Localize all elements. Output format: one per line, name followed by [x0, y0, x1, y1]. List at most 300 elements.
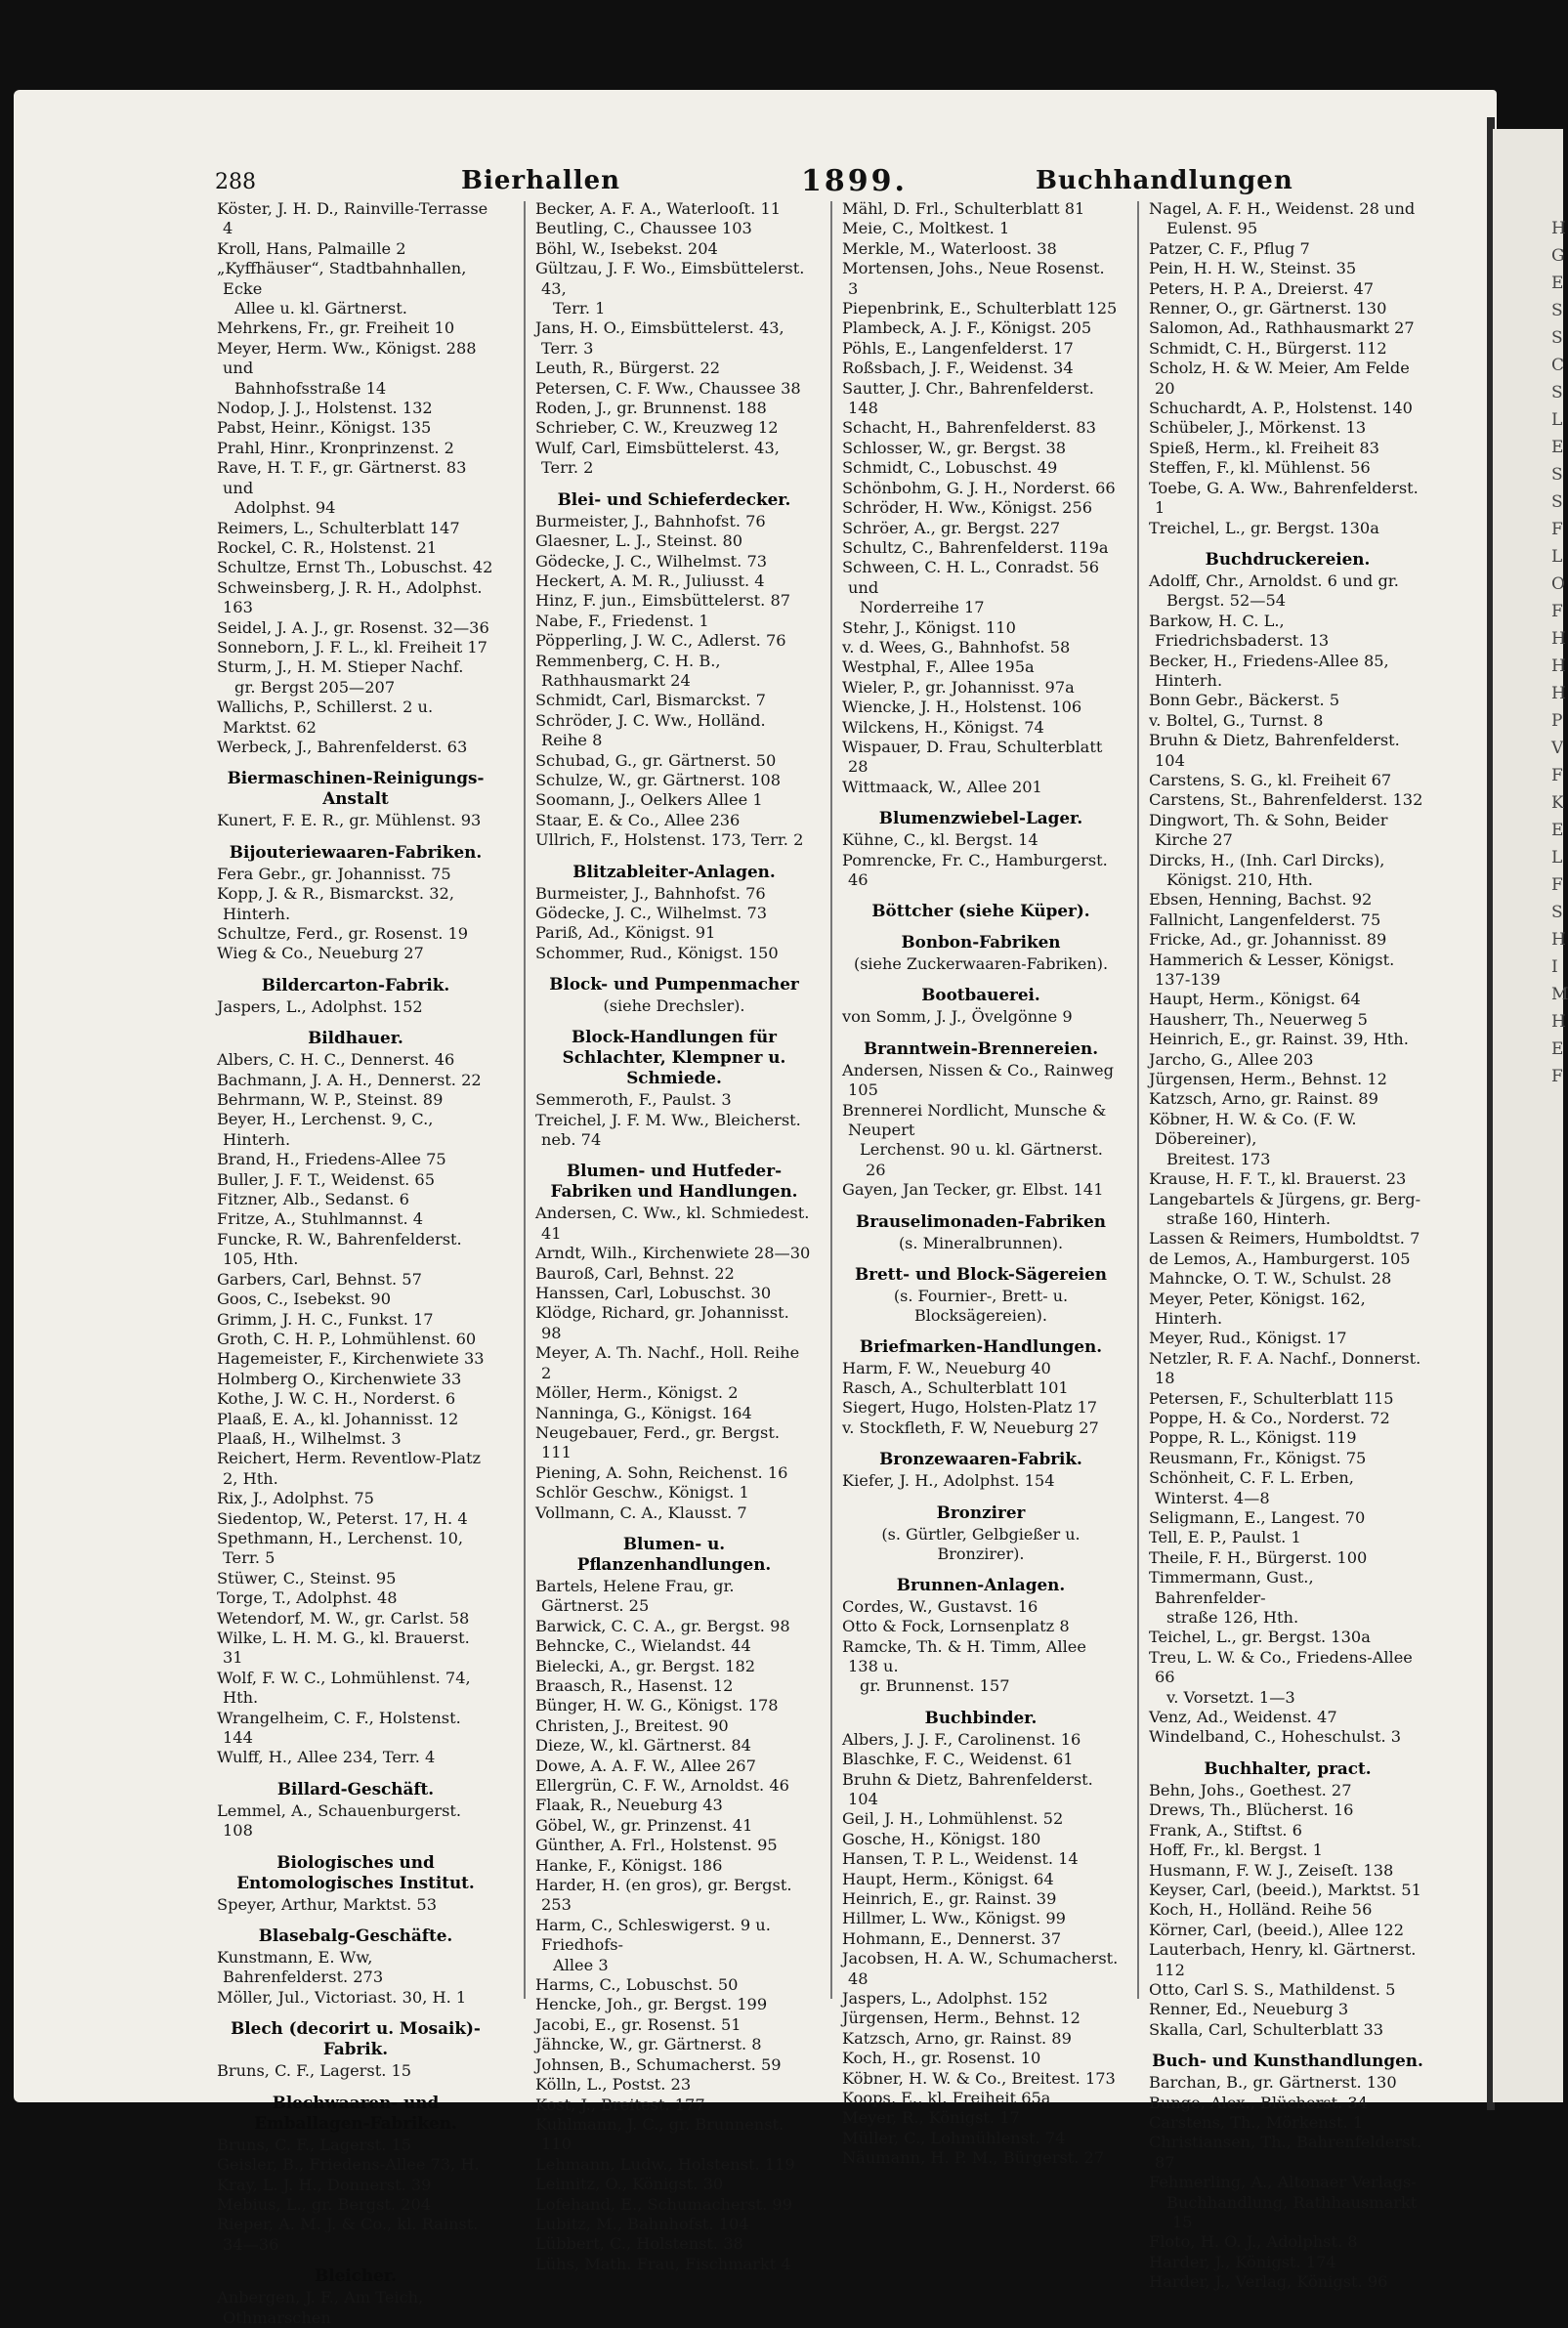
directory-entry: Barchan, B., gr. Gärtnerst. 130 — [1149, 2073, 1397, 2093]
column-rule — [1137, 201, 1139, 1999]
header-left-title: Bierhallen — [461, 166, 621, 195]
directory-entry: Lühs, Math. Frau, Fischmarkt 4 — [535, 2254, 791, 2273]
directory-entry: Jacobi, E., gr. Rosenst. 51 — [535, 2014, 742, 2034]
directory-entry: Koch, H., gr. Rosenst. 10 — [842, 2049, 1041, 2068]
directory-entry: Treichel, J. F. M. Ww., Bleicherst. neb. 74 — [535, 1110, 801, 1150]
directory-entry: Holmberg O., Kirchenwiete 33 — [217, 1369, 462, 1388]
edge-fragment: F — [1551, 1067, 1563, 1086]
directory-entry: Remmenberg, C. H. B., Rathhausmarkt 24 — [535, 651, 721, 690]
directory-entry: Hanke, F., Königst. 186 — [535, 1855, 723, 1875]
directory-entry: Kölln, L., Postst. 23 — [535, 2075, 692, 2095]
directory-entry: Siedentop, W., Peterst. 17, H. 4 — [217, 1508, 468, 1528]
directory-entry: Schönheit, C. F. L. Erben, Winterst. 4—8 — [1149, 1468, 1354, 1507]
directory-entry: Ellergrün, C. F. W., Arnoldst. 46 — [535, 1776, 789, 1795]
directory-entry: Glaesner, L. J., Steinst. 80 — [535, 531, 743, 551]
directory-entry: Scholz, H. & W. Meier, Am Felde 20 — [1149, 359, 1410, 398]
directory-entry: Adolphst. 94 — [234, 498, 336, 518]
edge-fragment: E — [1551, 821, 1564, 840]
directory-entry: Harder, J., Königst. 174 — [1149, 2252, 1336, 2271]
section-heading: Böttcher (siehe Küper). — [871, 901, 1090, 921]
edge-fragment: S — [1551, 465, 1563, 485]
header-year: 1899. — [801, 164, 908, 198]
section-heading: Biermaschinen-Reinigungs-Anstalt — [227, 768, 485, 809]
directory-entry: Jacobsen, H. A. W., Schumacherst. 48 — [842, 1949, 1119, 1988]
section-heading: Brauselimonaden-Fabriken — [856, 1210, 1106, 1231]
directory-entry: Adolff, Chr., Arnoldst. 6 und gr. — [1149, 571, 1399, 590]
directory-entry: Behncke, C., Wielandst. 44 — [535, 1636, 751, 1656]
directory-entry: Koops, E., kl. Freiheit 65a — [842, 2089, 1051, 2108]
edge-fragment: F — [1551, 766, 1563, 785]
directory-entry: Möller, Jul., Victoriast. 30, H. 1 — [217, 1987, 467, 2007]
directory-entry: Koch, H., Holländ. Reihe 56 — [1149, 1900, 1373, 1920]
directory-entry: Bruns, C. F., Lagerst. 15 — [217, 2061, 412, 2081]
directory-entry: Neugebauer, Ferd., gr. Bergst. 111 — [535, 1422, 780, 1462]
section-heading: Bronzewaaren-Fabrik. — [879, 1449, 1082, 1469]
edge-fragment: F — [1551, 520, 1563, 539]
directory-entry: Rave, H. T. F., gr. Gärtnerst. 83 und — [217, 458, 467, 497]
directory-entry: Arndt, Wilh., Kirchenwiete 28—30 — [535, 1244, 811, 1263]
section-heading: Bronzirer — [936, 1502, 1026, 1522]
directory-entry: Leimitz, O., Königst. 30 — [535, 2175, 724, 2194]
directory-entry: Beutling, C., Chaussee 103 — [535, 219, 752, 238]
directory-entry: Rieper, A. M. J. & Co., kl. Rainst. 34—36 — [217, 2215, 479, 2254]
section-heading: Blumenzwiebel-Lager. — [878, 808, 1083, 828]
directory-entry: Breitest. 173 — [1166, 1149, 1271, 1168]
directory-entry: Geil, J. H., Lohmühlenst. 52 — [842, 1809, 1064, 1829]
directory-entry: Harm, C., Schleswigerst. 9 u. Friedhofs- — [535, 1915, 771, 1955]
section-heading: Buchdruckereien. — [1205, 548, 1371, 569]
directory-entry: Beyer, H., Lerchenst. 9, C., Hinterh. — [217, 1110, 434, 1149]
edge-fragment: K — [1551, 793, 1564, 813]
directory-entry: Lübbert, C., Holstenst. 38 — [535, 2234, 743, 2254]
section-heading: Branntwein-Brennereien. — [863, 1037, 1099, 1058]
directory-entry: Heinrich, E., gr. Rainst. 39, Hth. — [1149, 1030, 1409, 1049]
section-heading: Bonbon-Fabriken — [901, 932, 1061, 952]
directory-entry: Merkle, M., Waterloost. 38 — [842, 238, 1057, 258]
directory-entry: Ullrich, F., Holstenst. 173, Terr. 2 — [535, 830, 804, 850]
directory-entry: Blaschke, F. C., Weidenst. 61 — [842, 1750, 1074, 1769]
directory-entry: Dircks, H., (Inh. Carl Dircks), — [1149, 850, 1385, 869]
directory-entry: Bergst. 52—54 — [1166, 591, 1287, 611]
directory-entry: Renner, Ed., Neueburg 3 — [1149, 2000, 1349, 2019]
directory-entry: Bruhn & Dietz, Bahrenfelderst. 104 — [1149, 731, 1400, 770]
directory-entry: Barkow, H. C. L., Friedrichsbaderst. 13 — [1149, 611, 1330, 651]
directory-entry: v. Stockfleth, F. W, Neueburg 27 — [842, 1418, 1099, 1437]
edge-fragment: H — [1551, 219, 1566, 238]
directory-entry: Husmann, F. W. J., Zeiseſt. 138 — [1149, 1860, 1394, 1880]
adjacent-page-fragments — [1551, 215, 1568, 1090]
directory-entry: Dowe, A. A. F. W., Allee 267 — [535, 1756, 756, 1775]
directory-entry: Schacht, H., Bahrenfelderst. 83 — [842, 418, 1096, 438]
directory-entry: Bauroß, Carl, Behnst. 22 — [535, 1263, 735, 1283]
directory-entry: Flaak, R., Neueburg 43 — [535, 1796, 723, 1815]
directory-entry: Schübeler, J., Mörkenst. 13 — [1149, 418, 1367, 438]
section-heading: Biologisches und Entomologisches Institut. — [236, 1851, 475, 1892]
directory-entry: Schröder, J. C. Ww., Holländ. Reihe 8 — [535, 710, 766, 750]
directory-entry: Roden, J., gr. Brunnenst. 188 — [535, 399, 767, 418]
directory-entry: Langebartels & Jürgens, gr. Berg- — [1149, 1189, 1421, 1208]
directory-entry: Schlosser, W., gr. Bergst. 38 — [842, 438, 1067, 457]
directory-entry: Bonn Gebr., Bäckerst. 5 — [1149, 691, 1340, 710]
directory-entry: Göbel, W., gr. Prinzenst. 41 — [535, 1815, 753, 1835]
directory-entry: Wulf, Carl, Eimsbüttelerst. 43, Terr. 2 — [535, 438, 780, 478]
directory-entry: Bartels, Helene Frau, gr. Gärtnerst. 25 — [535, 1576, 735, 1616]
directory-entry: Schommer, Rud., Königst. 150 — [535, 943, 779, 962]
edge-fragment: E — [1551, 274, 1564, 293]
directory-entry: Renner, O., gr. Gärtnerst. 130 — [1149, 299, 1387, 318]
directory-entry: Kothe, J. W. C. H., Norderst. 6 — [217, 1389, 456, 1409]
directory-entry: Keyser, Carl, (beeid.), Marktst. 51 — [1149, 1880, 1421, 1899]
directory-entry: Anbergen, J. F., Am Teich, Othmarschen — [217, 2288, 424, 2327]
directory-entry: Hanssen, Carl, Lobuschst. 30 — [535, 1284, 772, 1303]
section-heading: Buchbinder. — [924, 1707, 1038, 1727]
directory-entry: Jürgensen, Herm., Behnst. 12 — [842, 2009, 1081, 2028]
directory-entry: Schröer, A., gr. Bergst. 227 — [842, 518, 1061, 537]
edge-fragment: C — [1551, 356, 1565, 375]
section-heading: Blasebalg-Geschäfte. — [258, 1926, 453, 1946]
directory-entry: Mehrkens, Fr., gr. Freiheit 10 — [217, 318, 455, 338]
directory-entry: Hencke, Joh., gr. Bergst. 199 — [535, 1995, 768, 2014]
directory-entry: Bruhn & Dietz, Bahrenfelderst. 104 — [842, 1769, 1093, 1808]
cross-reference: (s. Mineralbrunnen). — [898, 1233, 1064, 1252]
directory-entry: Lemmel, A., Schauenburgerst. 108 — [217, 1800, 462, 1841]
directory-entry: Krause, H. F. T., kl. Brauerst. 23 — [1149, 1169, 1407, 1189]
directory-entry: Burmeister, J., Bahnhofst. 76 — [535, 883, 766, 903]
section-heading: Brunnen-Anlagen. — [896, 1574, 1066, 1594]
directory-entry: Nagel, A. F. H., Weidenst. 28 und — [1149, 199, 1416, 218]
directory-entry: Wilke, L. H. M. G., kl. Brauerst. 31 — [217, 1629, 470, 1668]
directory-entry: Wittmaack, W., Allee 201 — [842, 777, 1042, 796]
directory-entry: Poppe, H. & Co., Norderst. 72 — [1149, 1408, 1390, 1427]
directory-entry: Becker, H., Friedens-Allee 85, Hinterh. — [1149, 651, 1389, 690]
directory-entry: Gayen, Jan Tecker, gr. Elbst. 141 — [842, 1180, 1104, 1200]
directory-entry: Sturm, J., H. M. Stieper Nachf. — [217, 657, 464, 677]
directory-entry: Venz, Ad., Weidenst. 47 — [1149, 1708, 1337, 1727]
directory-entry: Sonneborn, J. F. L., kl. Freiheit 17 — [217, 637, 487, 656]
directory-entry: Buchhandlung, Rathhausmarkt 15 — [1166, 2192, 1418, 2231]
directory-entry: Meyer, Herm. Ww., Königst. 288 und — [217, 338, 477, 378]
edge-fragment: L — [1551, 410, 1563, 430]
directory-entry: Albers, J. J. F., Carolinenst. 16 — [842, 1729, 1081, 1749]
directory-entry: Cordes, W., Gustavst. 16 — [842, 1596, 1038, 1616]
directory-entry: Schultze, Ferd., gr. Rosenst. 19 — [217, 924, 469, 943]
directory-entry: Kopp, J. & R., Bismarckst. 32, Hinterh. — [217, 884, 454, 923]
directory-entry: Gosche, H., Königst. 180 — [842, 1829, 1041, 1848]
directory-entry: Katzsch, Arno, gr. Rainst. 89 — [842, 2028, 1072, 2048]
directory-entry: Hillmer, L. Ww., Königst. 99 — [842, 1909, 1066, 1928]
directory-entry: Mortensen, Johs., Neue Rosenst. 3 — [842, 259, 1105, 298]
directory-entry: Rasch, A., Schulterblatt 101 — [842, 1378, 1069, 1398]
directory-entry: Bünger, H. W. G., Königst. 178 — [535, 1696, 779, 1715]
directory-entry: Eulenst. 95 — [1166, 219, 1258, 238]
directory-entry: Bahnhofsstraße 14 — [234, 378, 387, 398]
directory-entry: Piening, A. Sohn, Reichenst. 16 — [535, 1462, 788, 1482]
edge-fragment: G — [1551, 246, 1565, 266]
directory-entry: Wulff, H., Allee 234, Terr. 4 — [217, 1748, 436, 1767]
directory-entry: Roßsbach, J. F., Weidenst. 34 — [842, 359, 1074, 378]
column-1 — [217, 199, 494, 2328]
directory-entry: Lubitz, M., Bahnhofst. 104 — [535, 2214, 749, 2233]
directory-entry: Peters, H. P. A., Dreierst. 47 — [1149, 278, 1375, 298]
directory-entry: Rockel, C. R., Holstenst. 21 — [217, 537, 438, 557]
directory-entry: Carstens, St., Bahrenfelderst. 132 — [1149, 790, 1423, 810]
directory-entry: Lofehand, E., Schumacherst. 99 — [535, 2194, 792, 2214]
directory-entry: Harder, H. (en gros), gr. Bergst. 253 — [535, 1876, 792, 1915]
section-heading: Blech (decorirt u. Mosaik)-Fabrik. — [231, 2018, 481, 2059]
edge-fragment: S — [1551, 492, 1563, 512]
directory-entry: Katzsch, Arno, gr. Rainst. 89 — [1149, 1089, 1378, 1109]
directory-entry: Treu, L. W. & Co., Friedens-Allee 66 — [1149, 1647, 1413, 1687]
directory-entry: von Somm, J. J., Övelgönne 9 — [842, 1007, 1073, 1027]
directory-entry: Petersen, F., Schulterblatt 115 — [1149, 1388, 1394, 1408]
directory-entry: Jähncke, W., gr. Gärtnerst. 8 — [535, 2035, 762, 2054]
directory-entry: Pariß, Ad., Königst. 91 — [535, 923, 716, 943]
directory-entry: Prahl, Hinr., Kronprinzenst. 2 — [217, 438, 454, 457]
section-heading: Blumen- und Hutfeder-Fabriken und Handlungen. — [550, 1161, 798, 1202]
edge-fragment: P — [1551, 711, 1563, 731]
directory-entry: Albers, C. H. C., Dennerst. 46 — [217, 1050, 455, 1070]
directory-entry: Dieze, W., kl. Gärtnerst. 84 — [535, 1736, 751, 1756]
directory-entry: Spieß, Herm., kl. Freiheit 83 — [1149, 438, 1379, 457]
directory-entry: Hagemeister, F., Kirchenwiete 33 — [217, 1349, 485, 1369]
directory-entry: Haupt, Herm., Königst. 64 — [1149, 990, 1361, 1009]
directory-entry: Schultze, Ernst Th., Lobuschst. 42 — [217, 558, 493, 577]
edge-fragment: M — [1551, 985, 1568, 1004]
directory-entry: Meie, C., Moltkest. 1 — [842, 219, 1010, 238]
directory-entry: Carstens, S. G., kl. Freiheit 67 — [1149, 770, 1392, 789]
directory-entry: Mähl, D. Frl., Schulterblatt 81 — [842, 199, 1085, 218]
directory-entry: Wrangelheim, C. F., Holstenst. 144 — [217, 1708, 461, 1748]
directory-entry: Vollmann, C. A., Klausst. 7 — [535, 1503, 747, 1522]
directory-entry: Reichert, Herm. Reventlow-Platz 2, Hth. — [217, 1449, 482, 1488]
section-heading: Buchhalter, pract. — [1204, 1757, 1372, 1778]
directory-entry: Fehmerling, A., Altonaer Verlags- — [1149, 2173, 1417, 2192]
directory-entry: Allee u. kl. Gärtnerst. — [234, 299, 407, 318]
directory-entry: Patzer, C. F., Pflug 7 — [1149, 238, 1310, 258]
directory-entry: Plambeck, A. J. F., Königst. 205 — [842, 318, 1092, 338]
directory-entry: Bruns, C. F., Lagerst. 15 — [217, 2135, 412, 2154]
directory-entry: Meyer, Peter, Königst. 162, Hinterh. — [1149, 1289, 1366, 1328]
directory-entry: Wilckens, H., Königst. 74 — [842, 717, 1044, 737]
directory-entry: Mebius, L., gr. Bergst. 204 — [217, 2194, 432, 2214]
directory-entry: Goos, C., Isebekst. 90 — [217, 1290, 391, 1309]
directory-entry: Kiefer, J. H., Adolphst. 154 — [842, 1471, 1055, 1491]
directory-entry: Westphal, F., Allee 195a — [842, 657, 1035, 677]
section-heading: Bijouteriewaaren-Fabriken. — [229, 841, 483, 862]
directory-entry: Kroll, Hans, Palmaille 2 — [217, 238, 406, 258]
directory-entry: Sautter, J. Chr., Bahrenfelderst. 148 — [842, 378, 1094, 418]
directory-entry: Stehr, J., Königst. 110 — [842, 617, 1016, 637]
directory-entry: Seligmann, E., Langest. 70 — [1149, 1508, 1366, 1527]
edge-fragment: S — [1551, 301, 1563, 320]
section-heading: Block-Handlungen für Schlachter, Klempner u. Schmiede. — [562, 1027, 786, 1088]
directory-entry: Köbner, H. W. & Co., Breitest. 173 — [842, 2068, 1116, 2088]
directory-entry: Nabe, F., Friedenst. 1 — [535, 611, 709, 630]
directory-entry: Kray, L. J. H., Donnerst. 39 — [217, 2175, 432, 2194]
directory-entry: Jürgensen, Herm., Behnst. 12 — [1149, 1070, 1387, 1089]
header-right-title: Buchhandlungen — [1036, 166, 1293, 195]
section-heading: Block- und Pumpenmacher — [549, 974, 799, 995]
edge-fragment: F — [1551, 602, 1563, 621]
edge-fragment: H — [1551, 684, 1566, 703]
edge-fragment: L — [1551, 547, 1563, 567]
directory-entry: Ramcke, Th. & H. Timm, Allee 138 u. — [842, 1636, 1086, 1675]
directory-entry: Klödge, Richard, gr. Johannisst. 98 — [535, 1303, 789, 1342]
directory-entry: Staar, E. & Co., Allee 236 — [535, 810, 741, 829]
directory-entry: Lehmann, Ludw., Holstenst. 119 — [535, 2154, 795, 2174]
directory-entry: Terr. 1 — [553, 299, 606, 318]
directory-entry: Poppe, R. L., Königst. 119 — [1149, 1428, 1357, 1448]
directory-entry: Schween, C. H. L., Conradst. 56 und — [842, 558, 1100, 597]
directory-entry: Behn, Johs., Goethest. 27 — [1149, 1780, 1352, 1799]
directory-entry: Näumann, H. P. M., Bürgerst. 27 — [842, 2148, 1105, 2168]
directory-entry: Spethmann, H., Lerchenst. 10, Terr. 5 — [217, 1528, 464, 1568]
directory-entry: Jans, H. O., Eimsbüttelerst. 43, Terr. 3 — [535, 318, 784, 358]
directory-entry: Garbers, Carl, Behnst. 57 — [217, 1269, 422, 1289]
directory-entry: Schmidt, Carl, Bismarckst. 7 — [535, 691, 766, 710]
directory-entry: Gödecke, J. C., Wilhelmst. 73 — [535, 904, 768, 922]
directory-entry: Pöpperling, J. W. C., Adlerst. 76 — [535, 631, 786, 651]
directory-entry: Meyer, A. Th. Nachf., Holl. Reihe 2 — [535, 1343, 800, 1382]
directory-entry: Wieler, P., gr. Johannisst. 97a — [842, 677, 1075, 697]
section-heading: Bleicher. — [315, 2265, 397, 2286]
edge-fragment: I — [1551, 957, 1558, 977]
edge-fragment: S — [1551, 328, 1563, 348]
directory-entry: v. Boltel, G., Turnst. 8 — [1149, 710, 1324, 730]
edge-fragment: S — [1551, 383, 1563, 402]
directory-entry: Pein, H. H. W., Steinst. 35 — [1149, 259, 1357, 278]
directory-entry: Hoff, Fr., kl. Bergst. 1 — [1149, 1841, 1323, 1860]
directory-entry: Salomon, Ad., Rathhausmarkt 27 — [1149, 318, 1415, 338]
directory-entry: Hansen, T. P. L., Weidenst. 14 — [842, 1849, 1079, 1869]
directory-entry: Wallichs, P., Schillerst. 2 u. Marktst. 62 — [217, 698, 434, 737]
directory-entry: Schmidt, C. H., Bürgerst. 112 — [1149, 338, 1387, 358]
directory-entry: Lerchenst. 90 u. kl. Gärtnerst. 26 — [860, 1140, 1103, 1179]
directory-entry: Bachmann, J. A. H., Dennerst. 22 — [217, 1070, 482, 1089]
directory-entry: Hausherr, Th., Neuerweg 5 — [1149, 1009, 1368, 1029]
column-2 — [535, 199, 813, 2274]
directory-entry: Becker, A. F. A., Waterlooſt. 11 — [535, 199, 782, 218]
directory-entry: Behrmann, W. P., Steinst. 89 — [217, 1090, 444, 1110]
section-heading: Bildercarton-Fabrik. — [261, 974, 450, 995]
directory-entry: Fallnicht, Langenfelderst. 75 — [1149, 910, 1381, 929]
column-rule — [830, 201, 832, 1999]
directory-entry: v. d. Wees, G., Bahnhofst. 58 — [842, 637, 1071, 656]
directory-entry: Mahncke, O. T. W., Schulst. 28 — [1149, 1269, 1392, 1289]
directory-entry: Reusmann, Fr., Königst. 75 — [1149, 1448, 1367, 1467]
directory-entry: Johnsen, B., Schumacherst. 59 — [535, 2054, 782, 2074]
edge-fragment: L — [1551, 848, 1563, 868]
directory-entry: Tell, E. P., Paulst. 1 — [1149, 1528, 1301, 1547]
directory-entry: Wetendorf, M. W., gr. Carlst. 58 — [217, 1608, 470, 1628]
directory-entry: Pomrencke, Fr. C., Hamburgerst. 46 — [842, 850, 1108, 889]
directory-entry: Bunge, Alex., Blücherst. 34 — [1149, 2093, 1369, 2112]
directory-entry: Soomann, J., Oelkers Allee 1 — [535, 790, 763, 810]
directory-entry: Köbner, H. W. & Co. (F. W. Döbereiner), — [1149, 1109, 1357, 1149]
directory-entry: Nanninga, G., Königst. 164 — [535, 1403, 752, 1422]
directory-entry: Piepenbrink, E., Schulterblatt 125 — [842, 299, 1118, 318]
directory-entry: Theile, F. H., Bürgerst. 100 — [1149, 1547, 1368, 1567]
cross-reference: (s. Gürtler, Gelbgießer u. Bronzirer). — [881, 1524, 1081, 1563]
directory-entry: Wieg & Co., Neueburg 27 — [217, 944, 424, 963]
directory-entry: Meyer, R., Königst. 17 — [842, 2108, 1020, 2128]
directory-entry: Christiansen, Th., Bahrenfelderst. 87 — [1149, 2133, 1422, 2172]
cross-reference: (siehe Zuckerwaaren-Fabriken). — [853, 954, 1109, 974]
directory-entry: Böhl, W., Isebekst. 204 — [535, 238, 718, 258]
directory-entry: Körner, Carl, (beeid.), Allee 122 — [1149, 1920, 1405, 1939]
directory-entry: Barwick, C. C. A., gr. Bergst. 98 — [535, 1616, 790, 1635]
section-heading: Bildhauer. — [308, 1028, 403, 1048]
directory-entry: Teichel, L., gr. Bergst. 130a — [1149, 1628, 1371, 1647]
directory-entry: Möller, Herm., Königst. 2 — [535, 1383, 739, 1403]
directory-entry: Petersen, C. F. Ww., Chaussee 38 — [535, 378, 801, 398]
directory-entry: Skalla, Carl, Schulterblatt 33 — [1149, 2019, 1384, 2039]
directory-entry: Buller, J. F. T., Weidenst. 65 — [217, 1169, 436, 1189]
directory-entry: Siegert, Hugo, Holsten-Platz 17 — [842, 1398, 1098, 1418]
directory-entry: Lassen & Reimers, Humboldtst. 7 — [1149, 1229, 1420, 1249]
edge-fragment: H — [1551, 930, 1566, 950]
directory-entry: Brand, H., Friedens-Allee 75 — [217, 1150, 446, 1169]
edge-fragment: O — [1551, 574, 1565, 594]
directory-entry: Funcke, R. W., Bahrenfelderst. 105, Hth. — [217, 1229, 462, 1269]
directory-entry: Floto, H. O. J., Adolphst. 8 — [1149, 2232, 1358, 2252]
edge-fragment: H — [1551, 629, 1566, 649]
directory-entry: gr. Bergst 205—207 — [234, 677, 396, 697]
directory-entry: Schulze, W., gr. Gärtnerst. 108 — [535, 770, 782, 789]
directory-entry: Fitzner, Alb., Sedanst. 6 — [217, 1190, 409, 1209]
directory-entry: gr. Brunnenst. 157 — [860, 1676, 1010, 1696]
directory-entry: Hammerich & Lesser, Königst. 137-139 — [1149, 950, 1395, 990]
directory-entry: Toebe, G. A. Ww., Bahrenfelderst. 1 — [1149, 478, 1419, 518]
directory-entry: Schubad, G., gr. Gärtnerst. 50 — [535, 750, 777, 770]
section-heading: Blei- und Schieferdecker. — [557, 488, 791, 509]
directory-entry: Harm, F. W., Neueburg 40 — [842, 1358, 1051, 1377]
directory-entry: Harms, C., Lobuschst. 50 — [535, 1975, 739, 1995]
directory-entry: Geisler, B., Friedens-Allee 73, H. — [217, 2155, 480, 2175]
section-heading: Briefmarken-Handlungen. — [859, 1335, 1103, 1356]
edge-fragment: E — [1551, 1039, 1564, 1059]
section-heading: Blumen- u. Pflanzenhandlungen. — [576, 1533, 772, 1574]
directory-entry: Heinrich, E., gr. Rainst. 39 — [842, 1888, 1057, 1908]
directory-entry: Schuchardt, A. P., Holstenst. 140 — [1149, 399, 1413, 418]
directory-entry: Brennerei Nordlicht, Munsche & Neupert — [842, 1100, 1107, 1140]
directory-entry: Hohmann, E., Dennerst. 37 — [842, 1928, 1062, 1948]
directory-entry: Semmeroth, F., Paulst. 3 — [535, 1090, 732, 1110]
directory-entry: Hinz, F. jun., Eimsbüttelerst. 87 — [535, 591, 791, 611]
section-heading: Billard-Geschäft. — [276, 1778, 435, 1799]
directory-entry: Burmeister, J., Bahnhofst. 76 — [535, 511, 766, 530]
directory-entry: Timmermann, Gust., Bahrenfelder- — [1149, 1568, 1314, 1607]
directory-entry: Meyer, Rud., Königst. 17 — [1149, 1329, 1347, 1348]
section-heading: Buch- und Kunsthandlungen. — [1152, 2051, 1423, 2071]
directory-entry: Frank, A., Stiftst. 6 — [1149, 1820, 1302, 1840]
directory-entry: Lauterbach, Henry, kl. Gärtnerst. 112 — [1149, 1940, 1417, 1979]
directory-entry: Kost, J., Breitest. 177 — [535, 2095, 705, 2114]
directory-entry: Fricke, Ad., gr. Johannisst. 89 — [1149, 930, 1387, 950]
directory-entry: Carstens, Th., Mörkenst. 1 — [1149, 2112, 1364, 2132]
directory-entry: Groth, C. H. P., Lohmühlenst. 60 — [217, 1329, 477, 1348]
cross-reference: (siehe Drechsler). — [603, 996, 745, 1016]
directory-entry: Stüwer, C., Steinst. 95 — [217, 1568, 397, 1587]
directory-entry: Andersen, Nissen & Co., Rainweg 105 — [842, 1060, 1114, 1100]
directory-entry: Haupt, Herm., Königst. 64 — [842, 1869, 1054, 1888]
section-heading: Bootbauerei. — [921, 985, 1040, 1005]
edge-fragment: H — [1551, 1012, 1566, 1032]
directory-entry: Harder, J., Verlag, Königst. 96 — [1149, 2272, 1388, 2292]
directory-entry: Netzler, R. F. A. Nachf., Donnerst. 18 — [1149, 1348, 1421, 1388]
directory-entry: Wolf, F. W. C., Lohmühlenst. 74, Hth. — [217, 1668, 471, 1708]
directory-entry: Andersen, C. Ww., kl. Schmiedest. 41 — [535, 1204, 810, 1243]
